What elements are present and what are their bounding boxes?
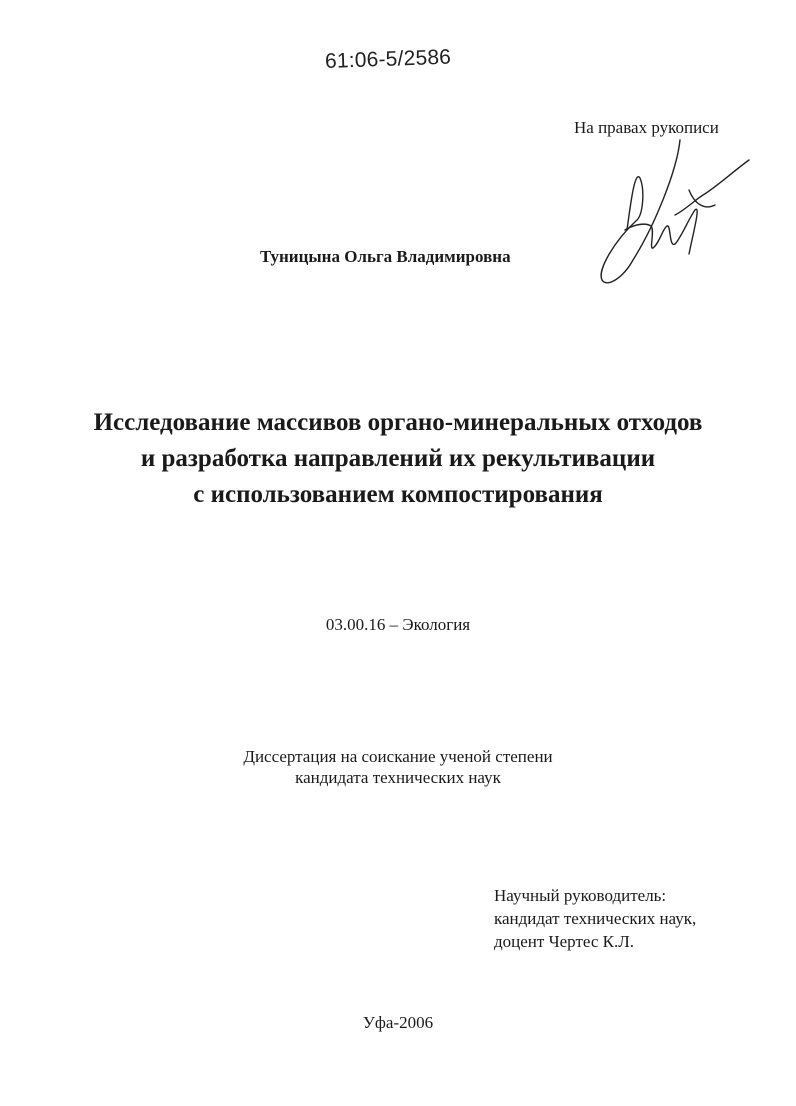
supervisor-line: Научный руководитель:	[494, 886, 667, 905]
manuscript-rights-note: На правах рукописи	[574, 118, 719, 137]
title-line: и разработка направлений их рекультивации	[140, 445, 656, 472]
degree-line: кандидата технических наук	[295, 768, 501, 787]
supervisor-line: доцент Чертес К.Л.	[494, 932, 635, 951]
signature-stroke	[689, 190, 715, 207]
scientific-supervisor	[494, 884, 696, 953]
supervisor-line: кандидат технических наук,	[494, 909, 697, 928]
city-year: Уфа-2006	[362, 1013, 434, 1032]
degree-line: Диссертация на соискание ученой степени	[243, 747, 553, 766]
dissertation-title	[40, 405, 756, 513]
title-line: с использованием компостирования	[193, 481, 603, 508]
title-line: Исследование массивов органо-минеральных отходов	[93, 409, 703, 436]
archive-stamp: 61:06-5/2586	[324, 45, 452, 73]
signature-stroke	[601, 140, 680, 283]
specialty-code: 03.00.16 – Экология	[325, 615, 471, 634]
degree-statement	[0, 746, 796, 788]
signature-stroke	[625, 209, 697, 254]
author-name: Туницына Ольга Владимировна	[260, 247, 511, 266]
author-signature	[585, 130, 760, 290]
